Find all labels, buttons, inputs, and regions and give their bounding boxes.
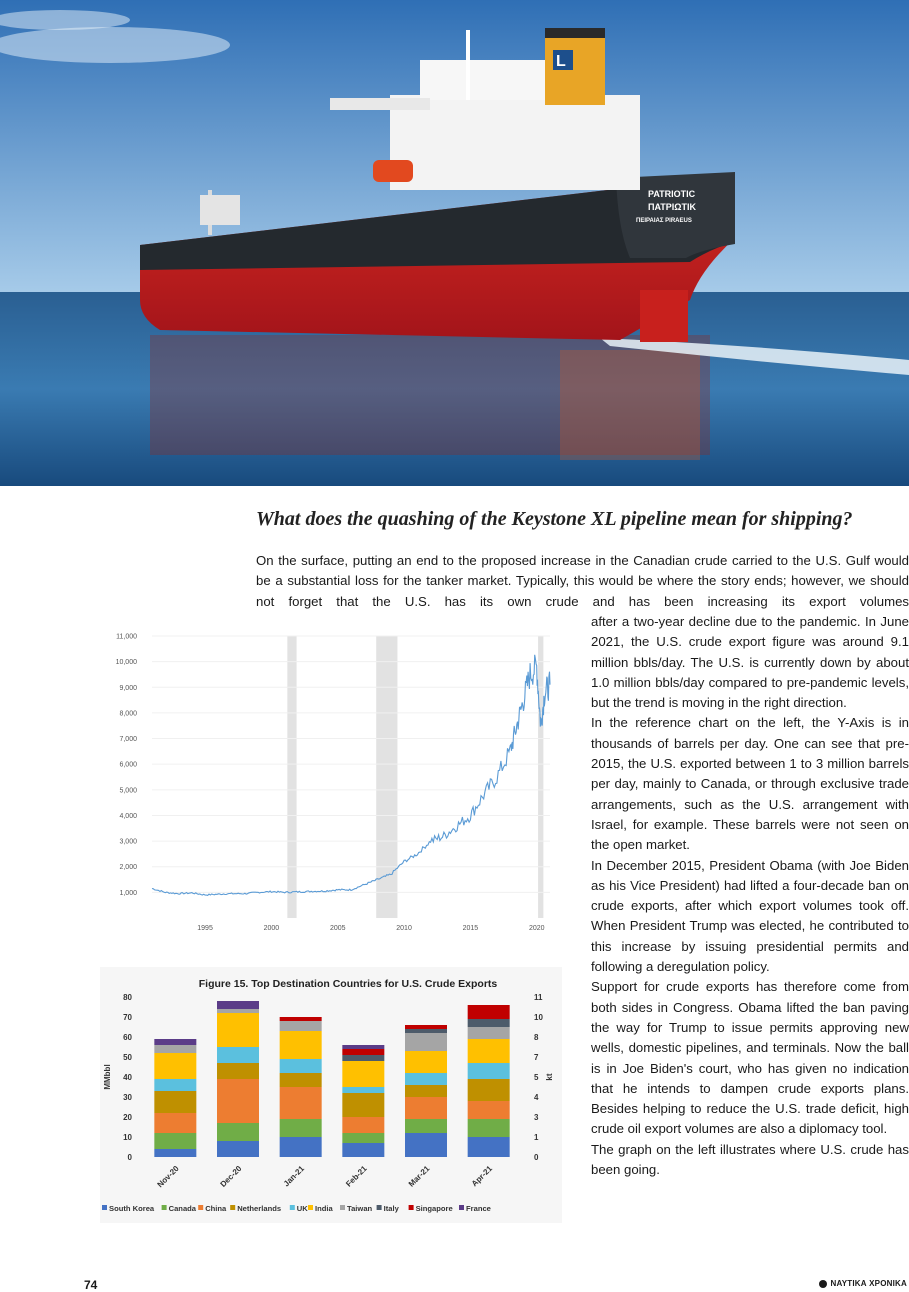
bar-segment-india: [280, 1031, 322, 1059]
x-tick-label: 2000: [263, 925, 280, 932]
recession-band-3: [538, 636, 543, 918]
bar-segment-canada: [405, 1119, 447, 1133]
y-tick-label: 10: [123, 1133, 132, 1142]
tanker-photo: [0, 0, 909, 486]
y-tick-label: 6,000: [119, 761, 137, 769]
legend-label: France: [466, 1204, 491, 1213]
right-tick-label: 11: [534, 993, 543, 1002]
right-tick-label: 8: [534, 1033, 539, 1042]
paragraph-4: Support for crude exports has therefore come from both sides in Congress. Obama lifted the ban paving the way for Trump to issue permits approving new wells, domestic pipelines, and terminals. Now the ball is in Joe Biden's court, who has given no indication that he intends to dampen crude exports plans. Besides helping to reduce the U.S. trade deficit, high crude oil export volumes are also a diplomacy tool.: [591, 979, 909, 1137]
bar-segment-south-korea: [154, 1149, 196, 1157]
legend-swatch: [340, 1205, 345, 1210]
paragraph-5: The graph on the left illustrates where U.S. crude has been going.: [591, 1141, 909, 1178]
bar-segment-netherlands: [154, 1091, 196, 1113]
right-axis-label: kt: [545, 1073, 554, 1081]
y-tick-label: 30: [123, 1093, 132, 1102]
bar-segment-singapore: [405, 1025, 447, 1029]
bar-segment-netherlands: [280, 1073, 322, 1087]
bar-segment-singapore: [468, 1005, 510, 1019]
bar-segment-taiwan: [468, 1027, 510, 1039]
bar-segment-netherlands: [342, 1093, 384, 1117]
y-tick-label: 70: [123, 1013, 132, 1022]
right-tick-label: 7: [534, 1053, 539, 1062]
bar-segment-taiwan: [280, 1021, 322, 1031]
y-tick-label: 0: [127, 1153, 132, 1162]
right-tick-label: 4: [534, 1093, 539, 1102]
bar-segment-south-korea: [405, 1133, 447, 1157]
bar-segment-china: [342, 1117, 384, 1133]
legend-swatch: [377, 1205, 382, 1210]
bar-segment-uk: [217, 1047, 259, 1063]
x-tick-label: Feb-21: [344, 1164, 369, 1189]
legend-label: China: [205, 1204, 227, 1213]
bar-segment-canada: [154, 1133, 196, 1149]
article-intro: [256, 551, 909, 612]
bar-segment-france: [342, 1045, 384, 1049]
destination-countries-bar-chart: [100, 967, 562, 1223]
bar-segment-india: [468, 1039, 510, 1063]
right-tick-label: 3: [534, 1113, 539, 1122]
bar-segment-uk: [405, 1073, 447, 1085]
bar-segment-taiwan: [154, 1045, 196, 1053]
bar-segment-italy: [405, 1029, 447, 1033]
y-tick-label: 40: [123, 1073, 132, 1082]
right-tick-label: 0: [534, 1153, 539, 1162]
bar-segment-south-korea: [342, 1143, 384, 1157]
bar-segment-china: [280, 1087, 322, 1119]
legend-label: South Korea: [109, 1204, 155, 1213]
bar-segment-china: [405, 1097, 447, 1119]
footer-brand: [819, 1279, 908, 1288]
legend-label: Italy: [383, 1204, 399, 1213]
chart-title: Figure 15. Top Destination Countries for U.S. Crude Exports: [198, 978, 498, 990]
bar-segment-netherlands: [217, 1063, 259, 1079]
bar-segment-taiwan: [405, 1033, 447, 1051]
right-tick-label: 10: [534, 1013, 543, 1022]
page-number: 74: [84, 1278, 98, 1292]
ship-name-greek: ΠΑΤΡΙΩΤΙΚ: [648, 202, 696, 212]
ship-port: ΠΕΙΡΑΙΑΣ PIRAEUS: [636, 218, 692, 224]
y-tick-label: 4,000: [119, 812, 137, 820]
bar-segment-canada: [468, 1119, 510, 1137]
bar-segment-uk: [154, 1079, 196, 1091]
bar-segment-canada: [280, 1119, 322, 1137]
legend-swatch: [459, 1205, 464, 1210]
bar-segment-china: [468, 1101, 510, 1119]
legend-label: Taiwan: [347, 1204, 373, 1213]
x-tick-label: 2005: [329, 925, 346, 932]
x-tick-label: Mar-21: [406, 1164, 432, 1189]
legend-label: India: [315, 1204, 333, 1213]
x-tick-label: Jan-21: [281, 1164, 307, 1189]
bar-segment-netherlands: [468, 1079, 510, 1101]
bar-segment-south-korea: [468, 1137, 510, 1157]
legend-swatch: [230, 1205, 235, 1210]
legend-label: Netherlands: [237, 1204, 282, 1213]
y-tick-label: 20: [123, 1113, 132, 1122]
x-tick-label: Nov-20: [155, 1164, 181, 1190]
legend-swatch: [102, 1205, 107, 1210]
us-crude-exports-line-chart: [104, 626, 556, 938]
brand-logo-icon: [819, 1280, 827, 1288]
paragraph-2: In the reference chart on the left, the Y-Axis is in thousands of barrels per day. One can see that pre-2015, the U.S. exported between 1 to 3 million barrels per day, mainly to Canada, or through exclusive trade arrangements, such as the U.S. arrangement with Israel, for example. These barrels were not seen on the open market.: [591, 715, 909, 853]
y-tick-label: 50: [123, 1053, 132, 1062]
bar-segment-china: [217, 1079, 259, 1123]
y-tick-label: 2,000: [119, 864, 137, 872]
legend-label: Canada: [168, 1204, 197, 1213]
bar-segment-india: [342, 1061, 384, 1087]
y-tick-label: 1,000: [119, 889, 137, 897]
y-tick-label: 8,000: [119, 710, 137, 718]
bar-segment-italy: [342, 1055, 384, 1061]
intro-paragraph: On the surface, putting an end to the proposed increase in the Canadian crude carried to the U.S. Gulf would be a substantial loss for the tanker market. Typically, this would be where the story ends; however, we should not forget that the U.S. has its own crude and has been increasing its export volumes: [256, 553, 909, 609]
y-tick-label: 80: [123, 993, 132, 1002]
y-tick-label: 3,000: [119, 838, 137, 846]
x-tick-label: Apr-21: [469, 1164, 495, 1189]
funnel-logo: L: [556, 53, 566, 70]
bar-segment-south-korea: [280, 1137, 322, 1157]
y-tick-label: 9,000: [119, 684, 137, 692]
brand-name: ΝΑΥΤΙΚΑ ΧΡΟΝΙΚΑ: [830, 1279, 907, 1288]
recession-band-2: [376, 636, 397, 918]
x-tick-label: 2015: [462, 925, 479, 932]
bar-segment-canada: [217, 1123, 259, 1141]
bar-segment-singapore: [342, 1049, 384, 1055]
legend-label: UK: [296, 1204, 308, 1213]
bar-segment-netherlands: [405, 1085, 447, 1097]
legend-swatch: [290, 1205, 295, 1210]
bar-segment-france: [217, 1001, 259, 1009]
bar-segment-india: [154, 1053, 196, 1079]
right-tick-label: 1: [534, 1133, 539, 1142]
legend-swatch: [308, 1205, 313, 1210]
legend-swatch: [409, 1205, 414, 1210]
legend-label: Singapore: [415, 1204, 453, 1213]
bar-segment-uk: [280, 1059, 322, 1073]
bar-segment-france: [154, 1039, 196, 1045]
legend-swatch: [162, 1205, 167, 1210]
y-tick-label: 10,000: [115, 659, 137, 667]
recession-band-1: [287, 636, 296, 918]
bar-segment-india: [217, 1013, 259, 1047]
y-axis-label: MMbbl: [103, 1064, 112, 1090]
y-tick-label: 60: [123, 1033, 132, 1042]
y-tick-label: 5,000: [119, 787, 137, 795]
bar-segment-italy: [468, 1019, 510, 1027]
bar-segment-taiwan: [217, 1009, 259, 1013]
line-chart-svg: [104, 626, 556, 938]
x-tick-label: 2020: [528, 925, 545, 932]
x-tick-label: Dec-20: [218, 1164, 244, 1189]
paragraph-1: after a two-year decline due to the pandemic. In June 2021, the U.S. crude export figure was around 9.1 million bbls/day. The U.S. is currently down by about 1.0 million bbls/day compared to pre-pandemic levels, but the trend is moving in the right direction.: [591, 614, 909, 711]
bar-segment-china: [154, 1113, 196, 1133]
bar-segment-south-korea: [217, 1141, 259, 1157]
article-column: [591, 612, 909, 1180]
y-tick-label: 7,000: [119, 736, 137, 744]
y-tick-label: 11,000: [116, 633, 137, 641]
legend-swatch: [198, 1205, 203, 1210]
ship-name-latin: PATRIOTIC: [648, 189, 696, 199]
exports-series-line: [152, 655, 550, 896]
x-tick-label: 2010: [396, 925, 412, 932]
bar-segment-india: [405, 1051, 447, 1073]
bar-segment-uk: [342, 1087, 384, 1093]
bar-segment-uk: [468, 1063, 510, 1079]
x-tick-label: 1995: [197, 925, 213, 932]
bar-chart-svg: [100, 967, 562, 1223]
bar-segment-singapore: [280, 1017, 322, 1021]
paragraph-3: In December 2015, President Obama (with Joe Biden as his Vice President) had lifted a four-decade ban on crude exports, after which export volumes took off. When President Trump was elected, he contributed to this increase by issuing presidential permits and following a deregulation policy.: [591, 857, 909, 975]
right-tick-label: 5: [534, 1073, 539, 1082]
article-headline: What does the quashing of the Keystone XL pipeline mean for shipping?: [256, 508, 853, 530]
bar-segment-canada: [342, 1133, 384, 1143]
